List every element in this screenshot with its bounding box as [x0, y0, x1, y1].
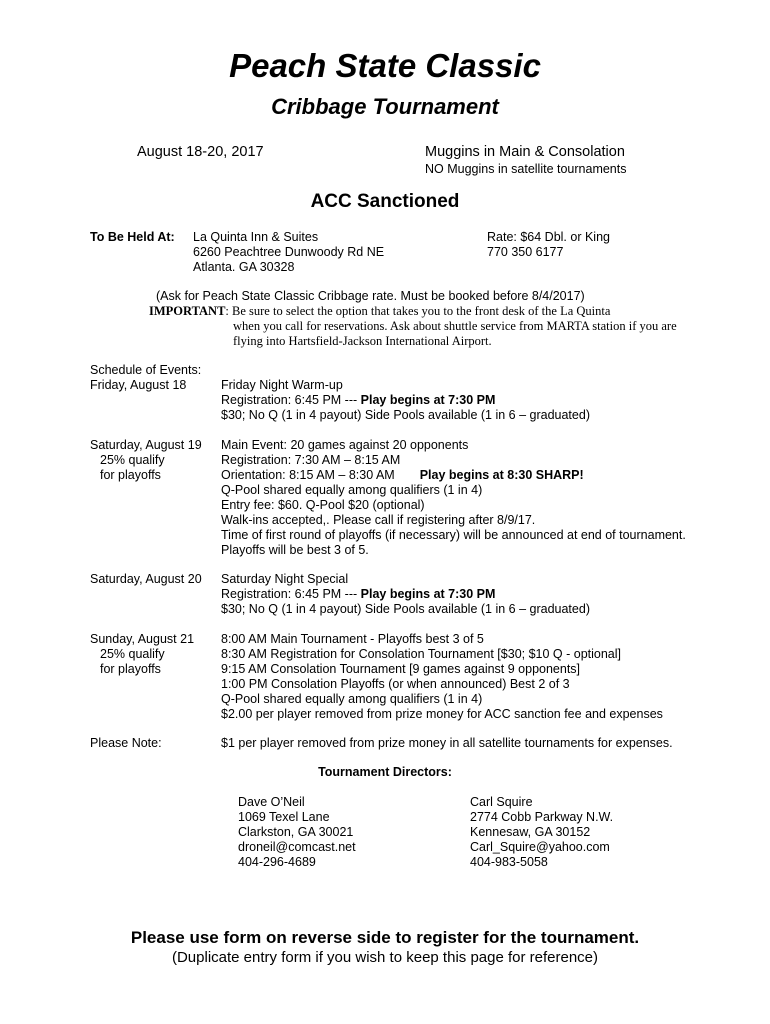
- venue-rate-block: [487, 230, 610, 260]
- saturday-day-block: [90, 438, 202, 483]
- friday-line: Friday Night Warm-up: [221, 378, 343, 392]
- venue-name: La Quinta Inn & Suites: [193, 230, 319, 244]
- director-1-city: Clarkston, GA 30021: [238, 825, 354, 839]
- friday-play-time: Play begins at 7:30 PM: [360, 393, 496, 407]
- footer-instruction: Please use form on reverse side to register for the tournament.: [130, 928, 640, 947]
- friday-day: Friday, August 18: [90, 378, 187, 392]
- director-1-phone: 404-296-4689: [238, 855, 316, 869]
- saturday-line: Playoffs will be best 3 of 5.: [221, 543, 369, 557]
- sunday-line: $2.00 per player removed from prize money for ACC sanction fee and expenses: [221, 707, 663, 721]
- sunday-line: Q-Pool shared equally among qualifiers (1 in 4): [221, 692, 483, 706]
- saturday-line: Registration: 7:30 AM – 8:15 AM: [221, 453, 401, 467]
- page-title: Peach State Classic: [229, 47, 541, 84]
- director-1: [238, 795, 356, 870]
- saturday-line: [221, 468, 686, 483]
- saturday-night-line: Saturday Night Special: [221, 572, 349, 586]
- sunday-line: 8:30 AM Registration for Consolation Tournament [$30; $10 Q - optional]: [221, 647, 622, 661]
- booking-note: (Ask for Peach State Classic Cribbage rate. Must be booked before 8/4/2017): [156, 289, 585, 303]
- venue-city: Atlanta. GA 30328: [193, 260, 295, 274]
- important-line-3: flying into Hartsfield-Jackson International Airport.: [233, 334, 492, 348]
- venue-street: 6260 Peachtree Dunwoody Rd NE: [193, 245, 385, 259]
- friday-line: [221, 393, 590, 408]
- saturday-play-time: Play begins at 8:30 SHARP!: [419, 468, 584, 482]
- schedule-heading: Schedule of Events:: [90, 363, 202, 377]
- sunday-day: Sunday, August 21: [90, 632, 195, 646]
- event-dates: August 18-20, 2017: [137, 144, 264, 160]
- friday-details: [221, 378, 590, 423]
- director-2-email: Carl_Squire@yahoo.com: [470, 840, 610, 854]
- important-line-1: [149, 304, 610, 319]
- director-2-name: Carl Squire: [470, 795, 533, 809]
- footer-note: (Duplicate entry form if you wish to keep this page for reference): [171, 949, 599, 966]
- important-text-1: : Be sure to select the option that takes you to the front desk of the La Quinta: [225, 304, 611, 318]
- sunday-line: 1:00 PM Consolation Playoffs (or when announced) Best 2 of 3: [221, 677, 570, 691]
- saturday-night-play-time: Play begins at 7:30 PM: [360, 587, 496, 601]
- saturday-line: Entry fee: $60. Q-Pool $20 (optional): [221, 498, 425, 512]
- director-2-city: Kennesaw, GA 30152: [470, 825, 591, 839]
- sunday-line: 8:00 AM Main Tournament - Playoffs best 3 of 5: [221, 632, 484, 646]
- saturday-night-line: $30; No Q (1 in 4 payout) Side Pools available (1 in 6 – graduated): [221, 602, 590, 616]
- director-2: [470, 795, 613, 870]
- sunday-playoffs: for playoffs: [100, 662, 161, 676]
- director-2-street: 2774 Cobb Parkway N.W.: [470, 810, 614, 824]
- saturday-line: Walk-ins accepted,. Please call if registering after 8/9/17.: [221, 513, 536, 527]
- saturday-details: [221, 438, 686, 558]
- sunday-line: 9:15 AM Consolation Tournament [9 games against 9 opponents]: [221, 662, 581, 676]
- important-label: IMPORTANT: [149, 304, 226, 318]
- saturday-qualify: 25% qualify: [100, 453, 165, 467]
- directors-heading: Tournament Directors:: [318, 765, 452, 779]
- muggins-satellite: NO Muggins in satellite tournaments: [425, 162, 627, 176]
- note-label: Please Note:: [90, 736, 162, 750]
- saturday-night-registration: Registration: 6:45 PM ---: [221, 587, 361, 601]
- saturday-line: Time of first round of playoffs (if necessary) will be announced at end of tournament.: [221, 528, 686, 542]
- director-2-phone: 404-983-5058: [470, 855, 548, 869]
- saturday-line: Q-Pool shared equally among qualifiers (1 in 4): [221, 483, 483, 497]
- venue-label: To Be Held At:: [90, 230, 175, 244]
- venue-address: [193, 230, 384, 275]
- venue-rate: Rate: $64 Dbl. or King: [487, 230, 610, 244]
- important-line-2: when you call for reservations. Ask about shuttle service from MARTA station if you are: [233, 319, 677, 333]
- sunday-day-block: [90, 632, 194, 677]
- saturday-line: Main Event: 20 games against 20 opponents: [221, 438, 469, 452]
- saturday-night-line: [221, 587, 590, 602]
- friday-registration: Registration: 6:45 PM ---: [221, 393, 361, 407]
- director-1-street: 1069 Texel Lane: [238, 810, 330, 824]
- friday-line: $30; No Q (1 in 4 payout) Side Pools available (1 in 6 – graduated): [221, 408, 590, 422]
- sunday-qualify: 25% qualify: [100, 647, 165, 661]
- saturday-night-details: [221, 572, 590, 617]
- sunday-details: [221, 632, 663, 722]
- venue-phone: 770 350 6177: [487, 245, 564, 259]
- page-subtitle: Cribbage Tournament: [271, 94, 499, 119]
- sanction-heading: ACC Sanctioned: [310, 191, 460, 212]
- saturday-orientation: Orientation: 8:15 AM – 8:30 AM: [221, 468, 395, 482]
- saturday-night-day: Saturday, August 20: [90, 572, 202, 586]
- note-text: $1 per player removed from prize money in all satellite tournaments for expenses.: [221, 736, 673, 750]
- director-1-email: droneil@comcast.net: [238, 840, 356, 854]
- saturday-day: Saturday, August 19: [90, 438, 202, 452]
- director-1-name: Dave O’Neil: [238, 795, 305, 809]
- muggins-main: Muggins in Main & Consolation: [425, 144, 625, 160]
- saturday-playoffs: for playoffs: [100, 468, 161, 482]
